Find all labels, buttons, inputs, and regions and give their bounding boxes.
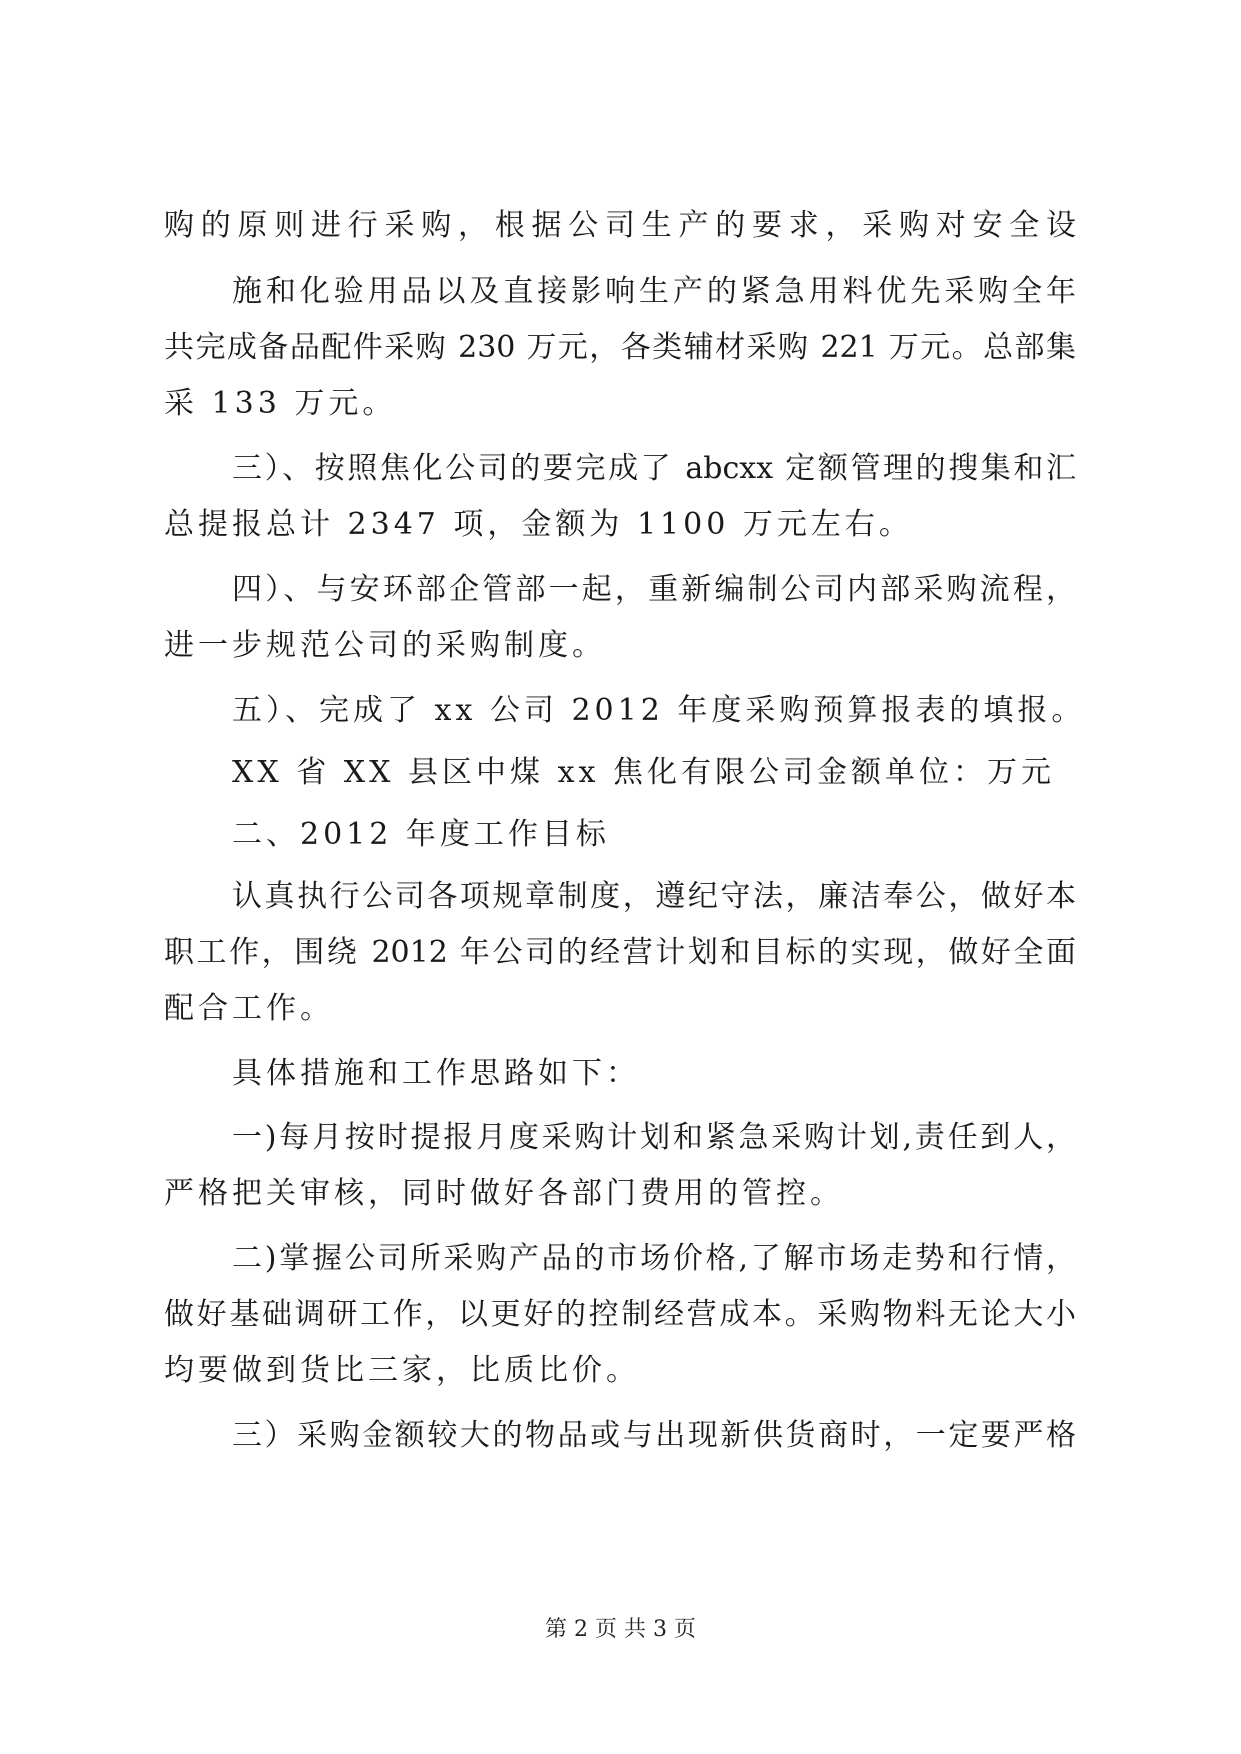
- text-line: 二)掌握公司所采购产品的市场价格,了解市场走势和行情，: [232, 1241, 1076, 1276]
- text-line: 配合工作。: [164, 991, 334, 1026]
- text-line: 四）、与安环部企管部一起，重新编制公司内部采购流程，: [232, 572, 1076, 607]
- text-line: 严格把关审核，同时做好各部门费用的管控。: [164, 1176, 844, 1211]
- text-line: 具体措施和工作思路如下：: [232, 1056, 640, 1091]
- text-line: 认真执行公司各项规章制度，遵纪守法，廉洁奉公，做好本: [232, 879, 1076, 914]
- text-line: 职工作，围绕 2012 年公司的经营计划和目标的实现，做好全面: [164, 935, 1076, 970]
- text-line: 三）、按照焦化公司的要完成了 abcxx 定额管理的搜集和汇: [232, 451, 1076, 486]
- text-line: XX 省 XX 县区中煤 xx 焦化有限公司金额单位：万元: [232, 755, 1055, 790]
- text-line: 一)每月按时提报月度采购计划和紧急采购计划,责任到人，: [232, 1120, 1076, 1155]
- text-line: 做好基础调研工作，以更好的控制经营成本。采购物料无论大小: [164, 1297, 1076, 1332]
- text-line: 均要做到货比三家，比质比价。: [164, 1353, 640, 1388]
- page-footer: 第 2 页 共 3 页: [545, 1617, 696, 1642]
- text-line: 三）采购金额较大的物品或与出现新供货商时，一定要严格: [232, 1418, 1076, 1453]
- text-line: 共完成备品配件采购 230 万元，各类辅材采购 221 万元。总部集: [164, 330, 1076, 365]
- text-line: 总提报总计 2347 项，金额为 1100 万元左右。: [164, 507, 913, 542]
- section-heading: 二、2012 年度工作目标: [232, 817, 610, 852]
- text-line: 购的原则进行采购，根据公司生产的要求，采购对安全设: [164, 208, 1076, 243]
- text-line: 进一步规范公司的采购制度。: [164, 628, 606, 663]
- text-line: 施和化验用品以及直接影响生产的紧急用料优先采购全年: [232, 274, 1076, 309]
- text-line: 五）、完成了 xx 公司 2012 年度采购预算报表的填报。: [232, 693, 1086, 728]
- text-line: 采 133 万元。: [164, 386, 397, 421]
